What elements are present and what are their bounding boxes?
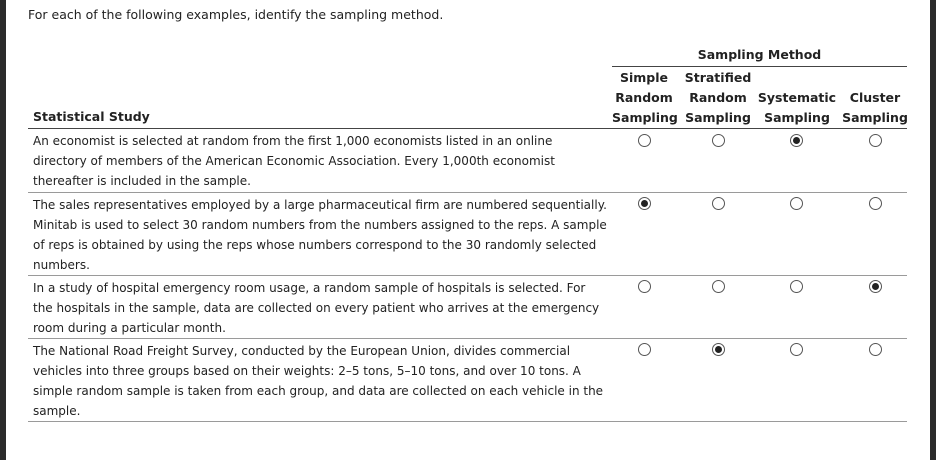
radio-cluster[interactable] [869,343,882,356]
column-header-line: Random [689,90,747,105]
radio-systematic[interactable] [790,280,803,293]
column-header-line: Systematic [757,90,837,105]
instructions-text: For each of the following examples, identify the sampling method. [28,7,444,22]
column-header-simple-random [612,68,676,128]
column-header-line: Stratified [684,70,752,85]
radio-cluster[interactable] [869,134,882,147]
radio-systematic[interactable] [790,343,803,356]
column-header-line: Sampling [842,110,908,125]
table-row [28,339,907,422]
radio-cluster[interactable] [869,197,882,210]
column-header-line: Random [615,90,673,105]
left-frame-border [0,0,6,460]
radio-stratified-random[interactable] [712,134,725,147]
column-header-line: Sampling [612,110,678,125]
table-row [28,193,907,276]
column-header-line: Cluster [849,90,901,105]
radio-systematic[interactable] [790,134,803,147]
right-frame-border [930,0,936,460]
study-description: An economist is selected at random from the first 1,000 economists listed in an online directory of members of the American Economic Association. Every 1,000th economist thereafter is included in the sample. [33,134,555,188]
column-header-line: Simple [619,70,669,85]
table-row [28,276,907,339]
radio-simple-random[interactable] [638,280,651,293]
column-header-systematic [757,88,837,128]
study-description: The sales representatives employed by a large pharmaceutical firm are numbered sequentially. Minitab is used to select 30 random numbers from the numbers assigned to the reps. A sample of reps is obtained by using the reps whose numbers correspond to the 30 randomly selected numbers. [33,198,607,272]
sampling-method-header: Sampling Method [612,47,907,67]
radio-stratified-random[interactable] [712,197,725,210]
study-description: In a study of hospital emergency room usage, a random sample of hospitals is selected. For the hospitals in the sample, data are collected on every patient who arrives at the emergency room during a particular month. [33,281,600,335]
column-header-cluster [841,88,909,128]
radio-cluster[interactable] [869,280,882,293]
radio-simple-random[interactable] [638,134,651,147]
radio-systematic[interactable] [790,197,803,210]
radio-stratified-random[interactable] [712,280,725,293]
radio-simple-random[interactable] [638,197,651,210]
statistical-study-header: Statistical Study [33,109,150,124]
table-row [28,129,907,193]
study-description: The National Road Freight Survey, conducted by the European Union, divides commercial vehicles into three groups based on their weights: 2–5 tons, 5–10 tons, and over 10 tons. A simple random sample is taken from each group, and data are collected on each vehicle in the sample. [33,344,604,418]
column-header-stratified-random [684,68,752,128]
radio-stratified-random[interactable] [712,343,725,356]
column-header-line: Sampling [685,110,751,125]
radio-simple-random[interactable] [638,343,651,356]
column-header-line: Sampling [764,110,830,125]
